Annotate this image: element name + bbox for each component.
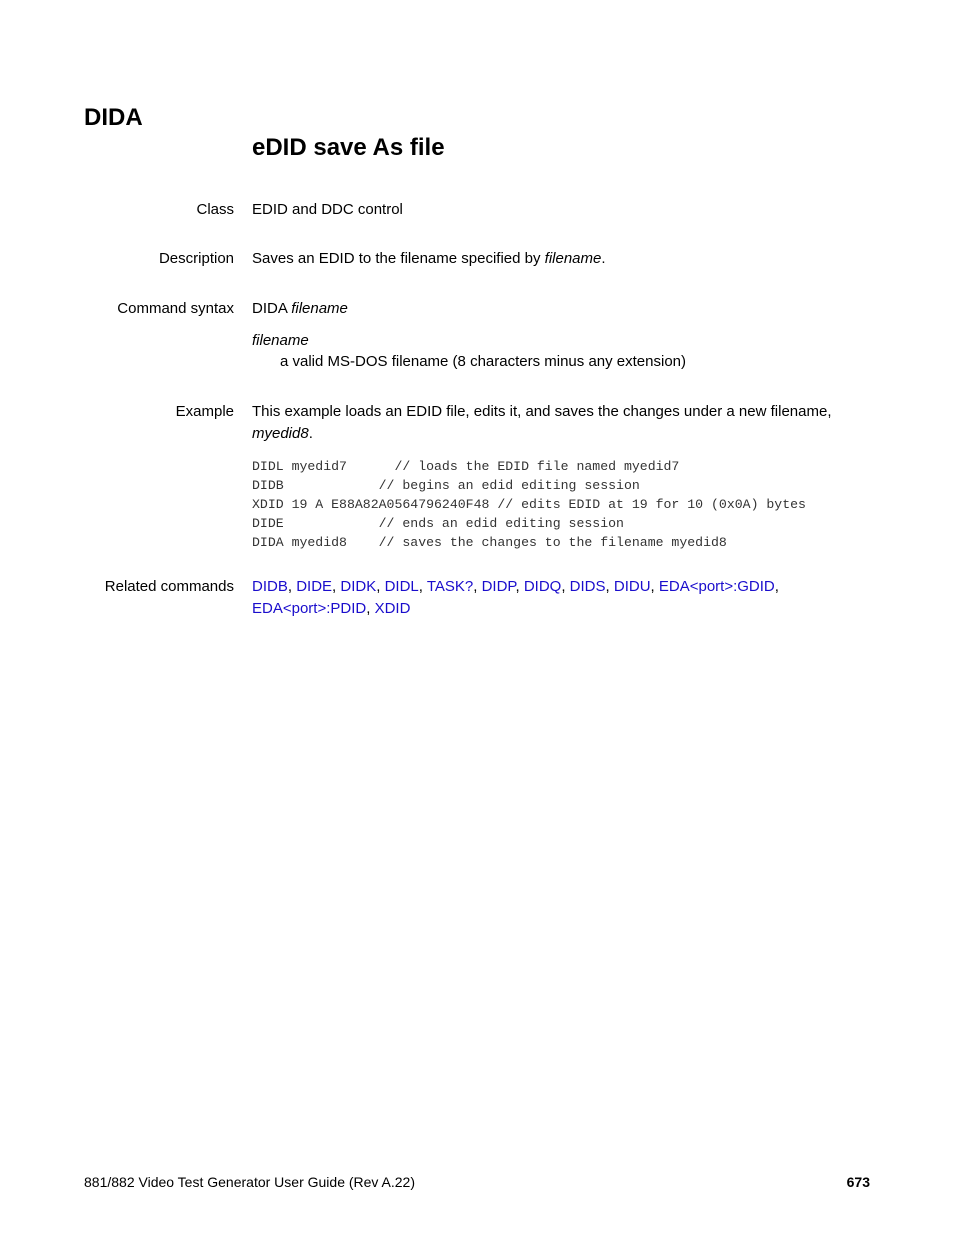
command-name: DIDA bbox=[84, 104, 143, 131]
link-eda-gdid[interactable]: EDA<port>:GDID bbox=[658, 578, 775, 595]
link-dide[interactable]: DIDE bbox=[296, 578, 333, 595]
related-links-line2: EDA<port>:PDID, XDID bbox=[252, 600, 411, 617]
example-label: Example bbox=[175, 403, 234, 420]
description-text bbox=[252, 250, 606, 267]
description-label: Description bbox=[158, 250, 234, 267]
link-didq[interactable]: DIDQ bbox=[523, 578, 562, 595]
description-tail: . bbox=[601, 250, 606, 267]
link-didk[interactable]: DIDK bbox=[340, 578, 377, 595]
class-label: Class bbox=[196, 201, 234, 218]
link-task[interactable]: TASK? bbox=[426, 578, 474, 595]
class-value: EDID and DDC control bbox=[252, 201, 403, 218]
page-number: 673 bbox=[846, 1174, 870, 1190]
example-code-block bbox=[252, 457, 806, 552]
syntax-command: DIDA bbox=[252, 300, 288, 317]
code-line: DIDA myedid8 // saves the changes to the filename myedid8 bbox=[252, 535, 727, 550]
example-param-line bbox=[252, 425, 313, 442]
syntax-param: filename bbox=[291, 300, 348, 317]
param-description: a valid MS-DOS filename (8 characters minus any extension) bbox=[280, 353, 686, 370]
syntax-value bbox=[252, 300, 348, 317]
syntax-label: Command syntax bbox=[117, 300, 234, 317]
code-line: XDID 19 A E88A82A0564796240F48 // edits EDID at 19 for 10 (0x0A) bytes bbox=[252, 497, 806, 512]
description-param: filename bbox=[544, 250, 602, 267]
example-tail: . bbox=[308, 425, 313, 442]
example-text: This example loads an EDID file, edits it, and saves the changes under a new filename, bbox=[252, 403, 832, 420]
link-eda-pdid[interactable]: EDA<port>:PDID bbox=[252, 600, 367, 617]
page-title: eDID save As file bbox=[252, 134, 445, 161]
link-xdid[interactable]: XDID bbox=[374, 600, 411, 617]
example-param: myedid8 bbox=[252, 425, 309, 442]
link-didu[interactable]: DIDU bbox=[613, 578, 651, 595]
code-line: DIDL myedid7 // loads the EDID file named myedid7 bbox=[252, 459, 680, 474]
code-line: DIDB // begins an edid editing session bbox=[252, 478, 640, 493]
related-links-line1: DIDB, DIDE, DIDK, DIDL, TASK?, DIDP, DIDQ, DIDS, DIDU, EDA<port>:GDID, bbox=[252, 578, 779, 595]
code-line: DIDE // ends an edid editing session bbox=[252, 516, 624, 531]
description-body: Saves an EDID to the filename specified by bbox=[252, 250, 545, 267]
link-didp[interactable]: DIDP bbox=[481, 578, 516, 595]
link-didb[interactable]: DIDB bbox=[252, 578, 288, 595]
link-didl[interactable]: DIDL bbox=[384, 578, 419, 595]
param-name: filename bbox=[252, 332, 309, 349]
footer-guide-title: 881/882 Video Test Generator User Guide (Rev A.22) bbox=[84, 1174, 416, 1190]
related-label: Related commands bbox=[104, 578, 234, 595]
link-dids[interactable]: DIDS bbox=[569, 578, 606, 595]
